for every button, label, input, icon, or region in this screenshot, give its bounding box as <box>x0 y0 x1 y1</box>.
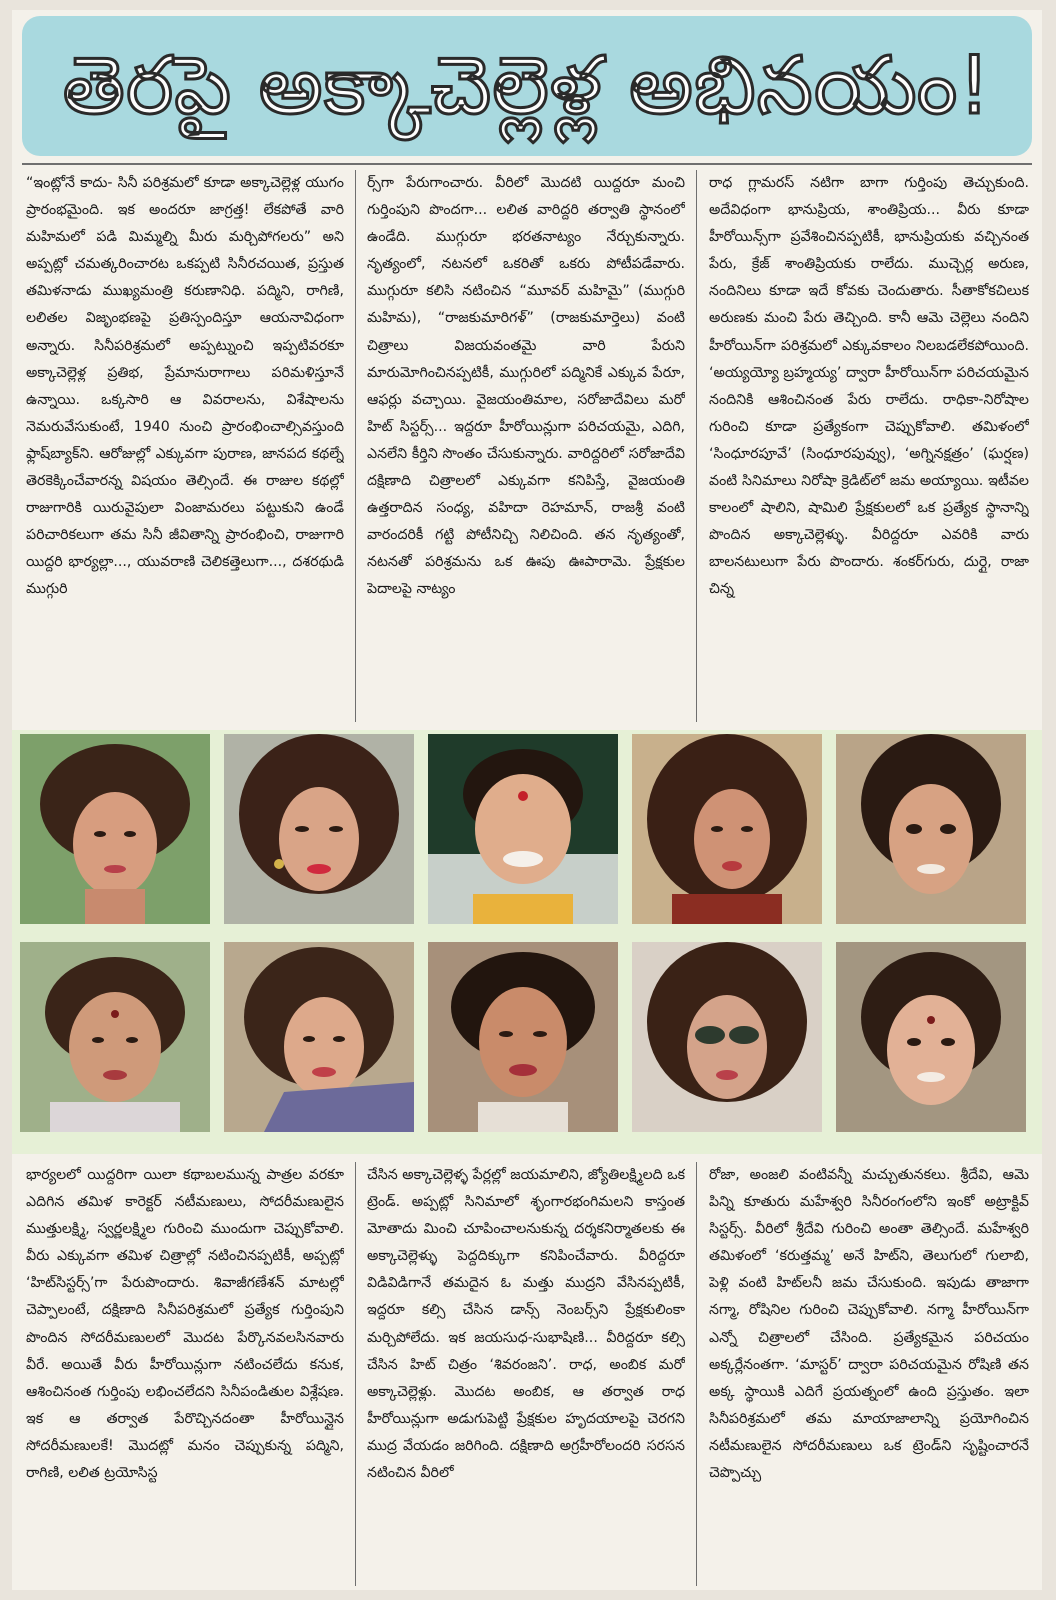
actress-photo <box>224 942 414 1132</box>
actress-photo <box>836 942 1026 1132</box>
column-divider <box>355 1162 356 1586</box>
top-rule <box>22 163 1032 165</box>
article-top-column-2: ర్స్‌గా పేరుగాంచారు. వీరిలో మొదటి యిద్దరూ మంచి గుర్తింపుని పొందగా... లలిత వారిద్దరి తర్వాతి స్థానంలో ఉండేది. ముగ్గురూ భరతనాట్యం నేర్చుకున్నారు. నృత్యంలో, నటనలో ఒకరితో ఒకరు పోటీపడేవారు. ముగ్గురూ కలిసి నటించిన “మూవర్ మహిమై” (ముగ్గురి మహిమ), “రాజకుమారిగళ్” (రాజకుమార్తెలు) వంటి చిత్రాలు విజయవంతమై వారి పేరుని మారుమోగించినప్పటికీ, ముగ్గురిలో పద్మినికే ఎక్కువ పేరూ, ఆఫర్లు వచ్చాయి. వైజయంతిమాల, సరోజాదేవిలు మరో హిట్ సిస్టర్స్... ఇద్దరూ హీరోయిన్లుగా పరిచయమై, ఎదిగి, ఎనలేని కీర్తిని సొంతం చేసుకున్నారు. వారిద్దరిలో సరోజాదేవి దక్షిణాది చిత్రాలలో ఎక్కువగా కనిపిస్తే, వైజయంతి ఉత్తరాదిన సంధ్య, వహిదా రెహమాన్, రాజశ్రీ వంటి వారందరికీ గట్టి పోటీనిచ్చి నిలిచింది. తన నృత్యంతో, నటనతో పరిశ్రమను ఒక ఊపు ఊపారామె. ప్రేక్షకుల పెదాలపై నాట్యం <box>367 175 685 598</box>
article-top-column-3: రాధ గ్లామరస్ నటిగా బాగా గుర్తింపు తెచ్చుకుంది. అదేవిధంగా భానుప్రియ, శాంతిప్రియ... వీరు కూడా హీరోయిన్స్‌గా ప్రవేశించినప్పటికీ, భానుప్రియకు వచ్చినంత పేరు, క్రేజ్ శాంతిప్రియకు రాలేదు. ముచ్చెర్ల అరుణ, నందినిలు కూడా ఇదే కోవకు చెందుతారు. సీతాకోకచిలుక అరుణకు మంచి పేరు తెచ్చింది. కానీ ఆమె చెల్లెలు నందిని హీరోయిన్‌గా పరిశ్రమలో ఎక్కువకాలం నిలబడలేకపోయింది. ‘అయ్యయ్యో బ్రహ్మయ్య’ ద్వారా హీరోయిన్‌గా పరిచయమైన నందినికి ఆశించినంత పేరు రాలేదు. రాధికా-నిరోషాల గురించి కూడా ప్రత్యేకంగా చెప్పుకోవాలి. తమిళంలో ‘సింధూరపూవే’ (సింధూరపువ్వు), ‘అగ్నినక్షత్రం’ (ఘర్షణ) వంటి సినిమాలు నిరోషా క్రెడిట్‌లో జమ అయ్యాయి. ఇటీవల కాలంలో షాలిని, షామిలి ప్రేక్షకులలో ఒక ప్రత్యేక స్థానాన్ని పొందిన అక్కాచెల్లెళ్ళు. వీరిద్దరూ ఎవరికి వారు బాలనటులుగా పేరు పొందారు. శంకర్‌గురు, దుర్గై, రాజా చిన్న <box>709 175 1029 598</box>
actress-photo <box>632 734 822 924</box>
actress-photo <box>224 734 414 924</box>
actress-photo <box>428 942 618 1132</box>
article-bottom-column-3: రోజా, అంజలి వంటివన్నీ మచ్చుతునకలు. శ్రీదేవి, ఆమె పిన్ని కూతురు మహేశ్వరి సినీరంగంలోని ఇంకో అట్రాక్టివ్ సిస్టర్స్. వీరిలో శ్రీదేవి గురించి అంతా తెల్సిందే. మహేశ్వరి తమిళంలో ‘కరుత్తమ్మ’ అనే హిట్‌ని, తెలుగులో గులాబి, పెళ్లి వంటి హిట్‌లనీ జమ చేసుకుంది. ఇపుడు తాజాగా నగ్మా, రోషినిల గురించి చెప్పుకోవాలి. నగ్మా హీరోయిన్‌గా ఎన్నో చిత్రాలలో చేసింది. ప్రత్యేకమైన పరిచయం అక్కర్లేనంతగా. ‘మాస్టర్’ ద్వారా పరిచయమైన రోషిణి తన అక్క స్థాయికి ఎదిగే ప్రయత్నంలో ఉంది ప్రస్తుతం. ఇలా సినీపరిశ్రమలో తమ మాయాజాలాన్ని ప్రయోగించిన నటీమణులైన సోదరీమణులు ఒక ట్రెండ్‌ని సృష్టించారనే చెప్పొచ్చు <box>709 1167 1029 1482</box>
newspaper-clipping <box>12 10 1042 1590</box>
column-divider <box>696 170 697 722</box>
headline: తెరపై అక్కాచెల్లెళ్ల అభినయం! <box>62 39 992 132</box>
headline-banner <box>22 16 1032 156</box>
actress-photo <box>428 734 618 924</box>
actress-photo <box>836 734 1026 924</box>
actress-photo <box>632 942 822 1132</box>
actress-photo <box>20 942 210 1132</box>
column-divider <box>696 1162 697 1586</box>
actress-photo <box>20 734 210 924</box>
article-bottom-column-2: చేసిన అక్కాచెల్లెళ్ళ పేర్లల్లో జయమాలిని, జ్యోతిలక్ష్మిలది ఒక ట్రెండ్. అప్పట్లో సినిమాలో శృంగారభంగిమలని కాస్తంత మోతాదు మించి చూపించాలనుకున్న దర్శకనిర్మాతలకు ఈ అక్కాచెల్లెళ్ళు పెద్దదిక్కుగా కనిపించేవారు. వీరిద్దరూ విడివిడిగానే తమదైన ఓ మత్తు ముద్రని వేసినప్పటికీ, ఇద్దరూ కల్సి చేసిన డాన్స్ నెంబర్స్‌ని ప్రేక్షకులింకా మర్చిపోలేదు. ఇక జయసుధ-సుభాషిణి... వీరిద్దరూ కల్సి చేసిన హిట్ చిత్రం ‘శివరంజని’. రాధ, అంబిక మరో అక్కాచెల్లెళ్లు. మొదట అంబిక, ఆ తర్వాత రాధ హీరోయిన్లుగా అడుగుపెట్టి ప్రేక్షకుల హృదయాలపై చెరగని ముద్ర వేయడం జరిగింది. దక్షిణాది అగ్రహీరోలందరి సరసన నటించిన వీరిలో <box>367 1167 685 1482</box>
actress-photo-grid <box>12 730 1042 1154</box>
article-top-column-1: “ఇంట్లోనే కాదు- సినీ పరిశ్రమలో కూడా అక్కాచెల్లెళ్ల యుగం ప్రారంభమైంది. ఇక అందరూ జాగ్రత్త! లేకపోతే వారి మహిమలో పడి మిమ్మల్ని మీరు మర్చిపోగలరు” అని అప్పట్లో చమత్కరించారట ఒకప్పటి సినీరచయిత, ప్రస్తుత తమిళనాడు ముఖ్యమంత్రి కరుణానిధి. పద్మిని, రాగిణి, లలితల విజృంభణపై ప్రతిస్పందిస్తూ ఆయనావిధంగా అన్నారు. సినీపరిశ్రమలో అప్పట్నుంచి ఇప్పటివరకూ అక్కాచెల్లెళ్ల ప్రతిభ, ప్రేమానురాగాలు పరిమళిస్తూనే ఉన్నాయి. ఒక్కసారి ఆ వివరాలను, విశేషాలను నెమరువేసుకుంటే, 1940 నుంచి ప్రారంభించాల్సివస్తుంది ఫ్లాష్‌బ్యాక్‌ని. ఆరోజుల్లో ఎక్కువగా పురాణ, జానపద కథల్నే తెరకెక్కించేవారన్న విషయం తెల్సిందే. ఈ రాజుల కథల్లో రాజుగారికి యిరువైపులా వింజామరలు పట్టుకుని ఉండే పరిచారికలుగా తమ సినీ జీవితాన్ని ప్రారంభించి, రాజుగారి యిద్దరి భార్యల్లా..., యువరాణి చెలికత్తెలుగా..., దశరథుడి ముగ్గురి <box>26 175 344 598</box>
article-bottom-column-1: భార్యలలో యిద్దరిగా యిలా కథాబలమున్న పాత్రల వరకూ ఎదిగిన తమిళ కారెక్టర్ నటీమణులు, సోదరీమణులైన ముత్తులక్ష్మి, స్వర్ణలక్ష్మిల గురించి ముందుగా చెప్పుకోవాలి. వీరు ఎక్కువగా తమిళ చిత్రాల్లో నటించినప్పటికీ, అప్పట్లో ‘హిట్‌సిస్టర్స్’గా పేరుపొందారు. శివాజీగణేశన్ మాటల్లో చెప్పాలంటే, దక్షిణాది సినీపరిశ్రమలో ప్రత్యేక గుర్తింపుని పొందిన సోదరీమణులలో మొదట పేర్కొనవలసినవారు వీరే. అయితే వీరు హీరోయిన్లుగా నటించలేదు కనుక, ఆశించినంత గుర్తింపు లభించలేదని సినీపండితుల విశ్లేషణ. ఇక ఆ తర్వాత పేరొచ్చినదంతా హీరోయిన్లైన సోదరీమణులకే! మొదట్లో మనం చెప్పుకున్న పద్మిని, రాగిణి, లలిత ట్రయోసిస్ట <box>26 1167 344 1482</box>
column-divider <box>355 170 356 722</box>
